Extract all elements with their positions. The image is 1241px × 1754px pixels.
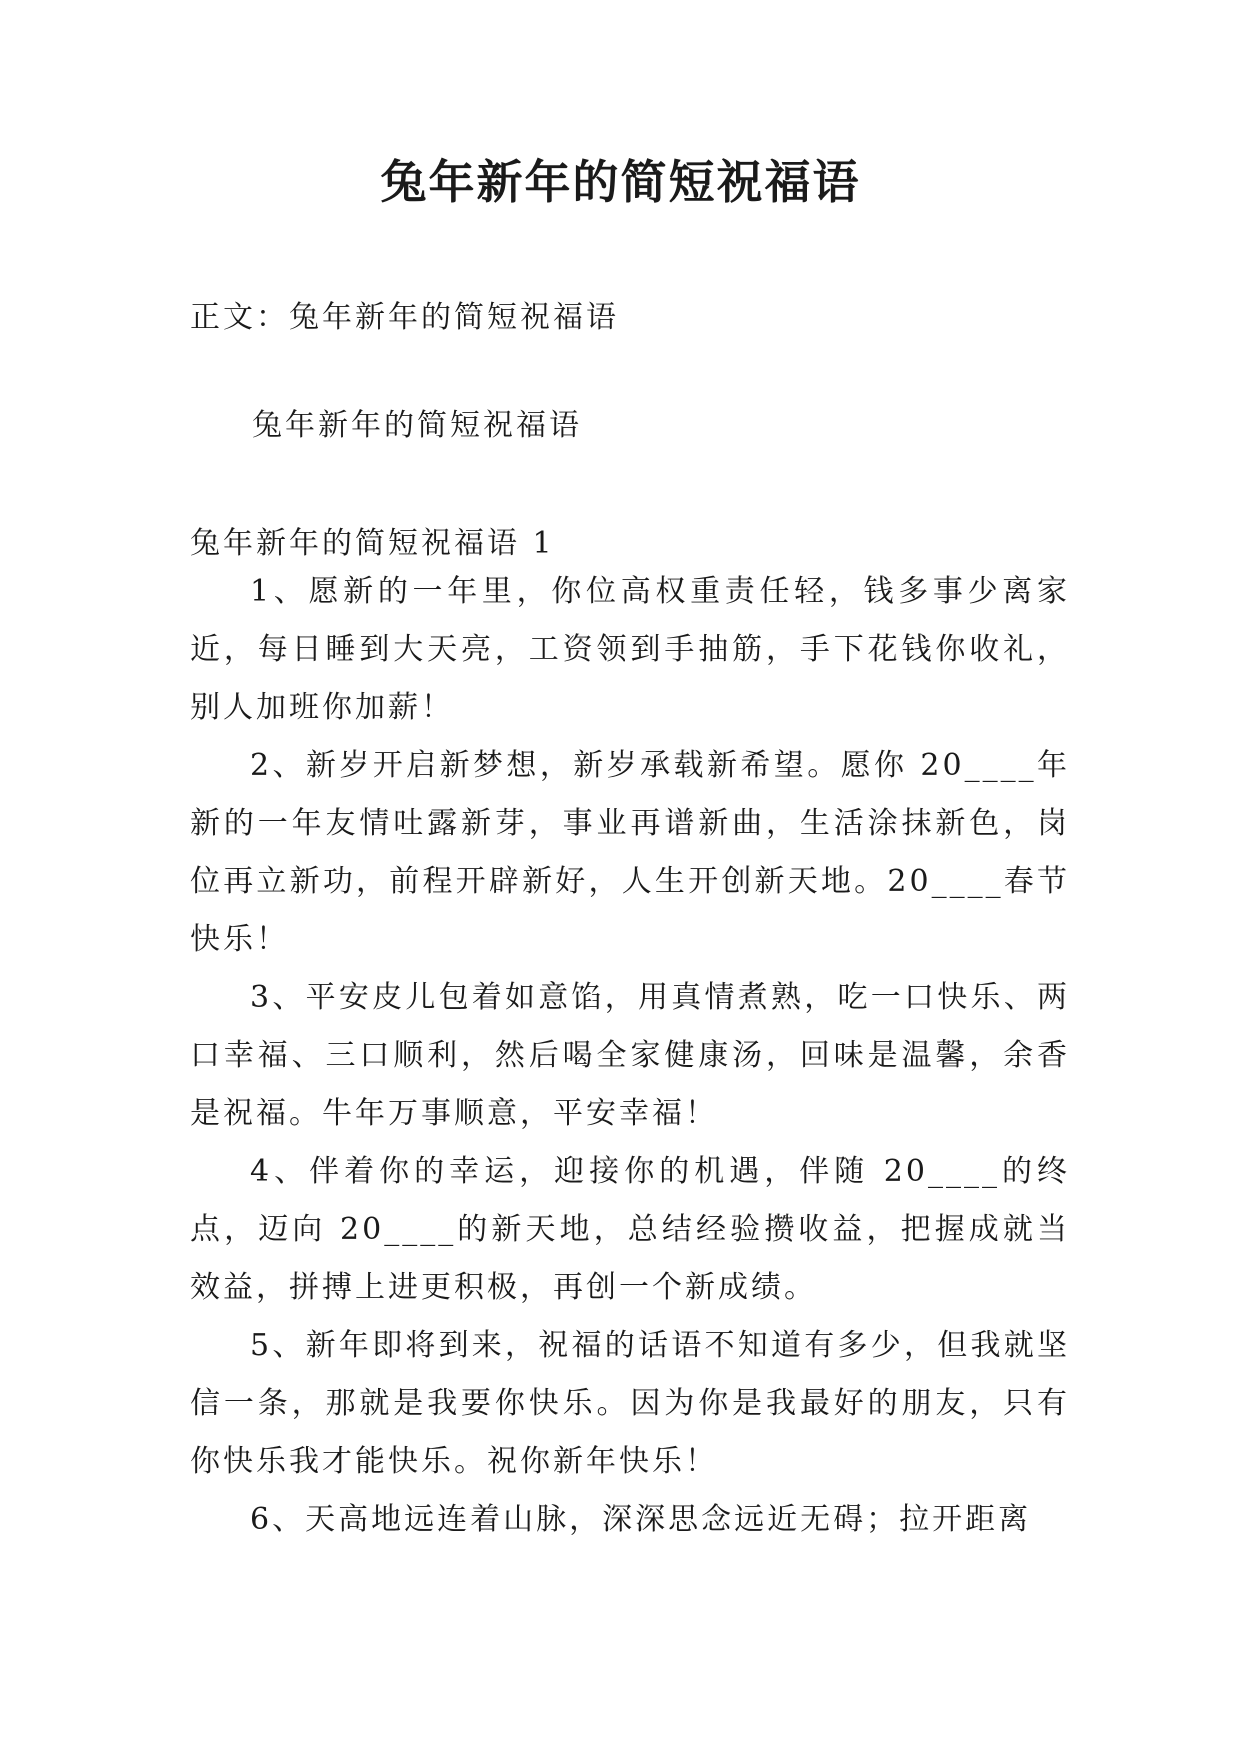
paragraph-2: 2、新岁开启新梦想，新岁承载新希望。愿你 20____年新的一年友情吐露新芽，事业再谱新曲，生活涂抹新色，岗位再立新功，前程开辟新好，人生开创新天地。20____春节快乐！	[190, 748, 1070, 957]
document-subtitle: 兔年新年的简短祝福语	[252, 408, 582, 443]
document-body	[190, 563, 1070, 1549]
paragraph-3: 3、平安皮儿包着如意馅，用真情煮熟，吃一口快乐、两口幸福、三口顺利，然后喝全家健康汤，回味是温馨，余香是祝福。牛年万事顺意，平安幸福！	[190, 980, 1070, 1131]
paragraph-6: 6、天高地远连着山脉，深深思念远近无碍；拉开距离	[250, 1502, 1032, 1537]
paragraph-1: 1、愿新的一年里，你位高权重责任轻，钱多事少离家近，每日睡到大天亮，工资领到手抽筋，手下花钱你收礼，别人加班你加薪！	[190, 574, 1070, 725]
section-heading: 兔年新年的简短祝福语 1	[190, 526, 555, 561]
body-label: 正文：兔年新年的简短祝福语	[190, 300, 619, 335]
paragraph-4: 4、伴着你的幸运，迎接你的机遇，伴随 20____的终点，迈向 20____的新天地，总结经验攒收益，把握成就当效益，拼搏上进更积极，再创一个新成绩。	[190, 1154, 1070, 1305]
paragraph-5: 5、新年即将到来，祝福的话语不知道有多少，但我就坚信一条，那就是我要你快乐。因为你是我最好的朋友，只有你快乐我才能快乐。祝你新年快乐！	[190, 1328, 1070, 1479]
document-title: 兔年新年的简短祝福语	[380, 155, 861, 209]
